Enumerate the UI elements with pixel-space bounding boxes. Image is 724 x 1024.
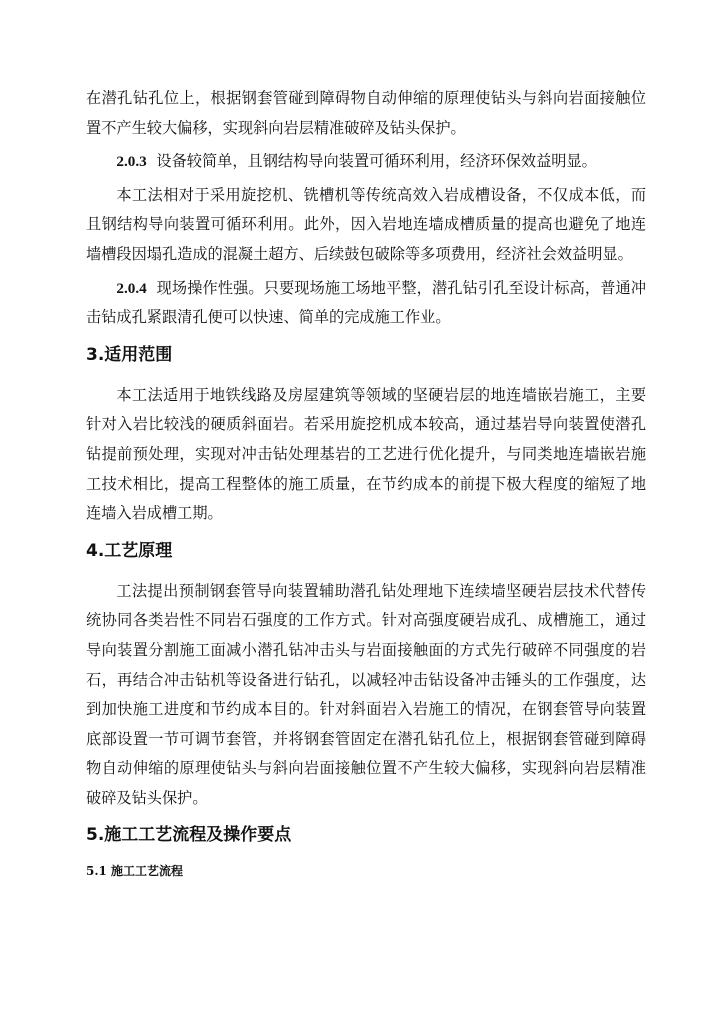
heading-process: 5.施工工艺流程及操作要点 xyxy=(86,825,292,846)
paragraph-cost-benefit: 本工法相对于采用旋挖机、铣槽机等传统高效入岩成槽设备，不仅成本低，而且钢结构导向装置可循环利用。此外，因入岩地连墙成槽质量的提高也避免了地连墙槽段因塌孔造成的混凝土超方、后续鼓包破除等多项费用，经济社会效益明显。 xyxy=(86,185,646,263)
paragraph-2-0-4 xyxy=(86,274,646,333)
paragraph-principle: 工法提出预制钢套管导向装置辅助潜孔钻处理地下连续墙坚硬岩层技术代替传统协同各类岩性不同岩石强度的工作方式。针对高强度硬岩成孔、成槽施工，通过导向装置分割施工面减小潜孔钻冲击头与岩面接触面的方式先行破碎不同强度的岩石，再结合冲击钻机等设备进行钻孔，以减轻冲击钻设备冲击锤头的工作强度，达到加快施工进度和节约成本目的。针对斜面岩入岩施工的情况，在钢套管导向装置底部设置一节可调节套管，并将钢套管固定在潜孔钻孔位上，根据钢套管碰到障碍物自动伸缩的原理使钻头与斜向岩面接触位置不产生较大偏移，实现斜向岩层精准破碎及钻头保护。 xyxy=(86,581,646,807)
page-content xyxy=(86,84,646,881)
clause-number-2-0-3: 2.0.3 xyxy=(116,153,147,171)
paragraph-scope: 本工法适用于地铁线路及房屋建筑等领域的坚硬岩层的地连墙嵌岩施工，主要针对入岩比较浅的硬质斜面岩。若采用旋挖机成本较高，通过基岩导向装置使潜孔钻提前预处理，实现对冲击钻处理基岩的工艺进行优化提升，与同类地连墙嵌岩施工技术相比，提高工程整体的施工质量，在节约成本的前提下极大程度的缩短了地连墙入岩成槽工期。 xyxy=(86,385,646,523)
subheading-process-flow: 5.1 施工工艺流程 xyxy=(86,864,184,879)
clause-text-2-0-4: 现场操作性强。只要现场施工场地平整，潜孔钻引孔至设计标高，普通冲击钻成孔紧跟清孔便可以快速、简单的完成施工作业。 xyxy=(86,278,647,327)
heading-principle: 4.工艺原理 xyxy=(86,540,173,561)
clause-text-2-0-3: 设备较简单，且钢结构导向装置可循环利用，经济环保效益明显。 xyxy=(156,152,597,171)
paragraph-2-0-3 xyxy=(86,147,646,177)
heading-scope: 3.适用范围 xyxy=(86,344,173,365)
clause-number-2-0-4: 2.0.4 xyxy=(116,279,147,297)
paragraph-guide-principle-continued: 在潜孔钻孔位上，根据钢套管碰到障碍物自动伸缩的原理使钻头与斜向岩面接触位置不产生较大偏移，实现斜向岩层精准破碎及钻头保护。 xyxy=(86,89,646,137)
